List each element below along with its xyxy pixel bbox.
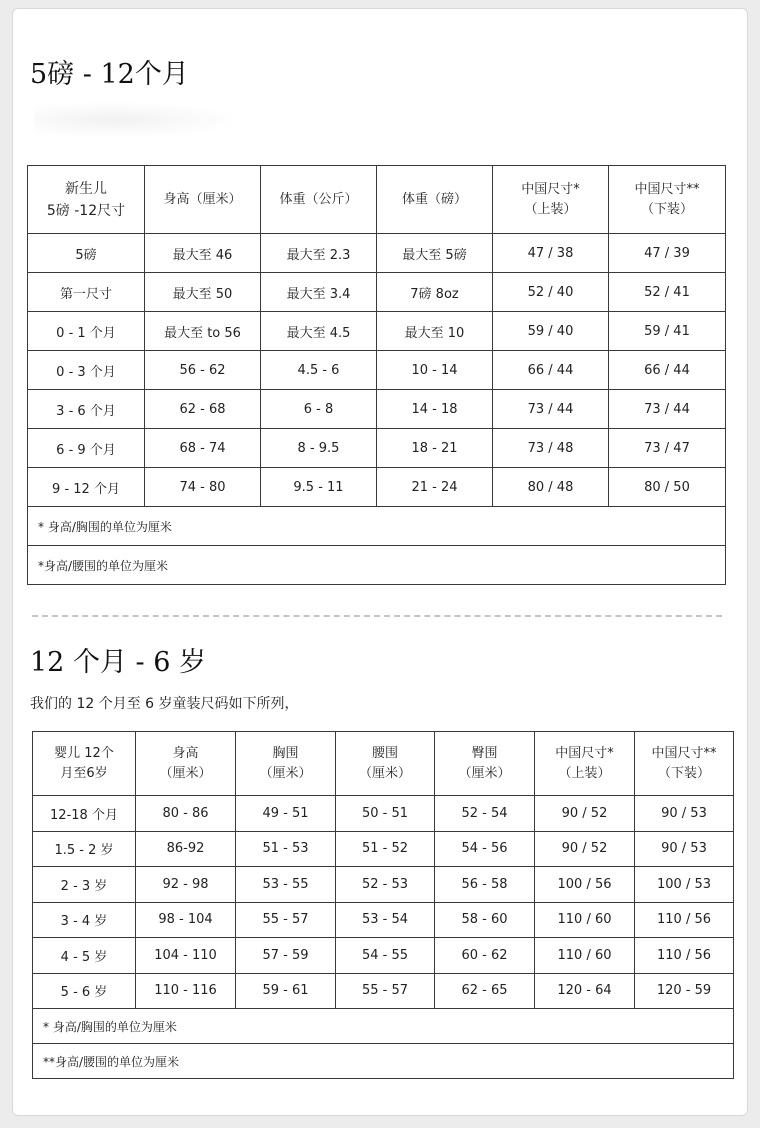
- table-cell: 56 - 58: [435, 867, 535, 903]
- footnote: **身高/腰围的单位为厘米: [33, 1044, 734, 1079]
- table-cell: 最大至 3.4: [261, 273, 377, 312]
- size-label-cell: 0 - 1 个月: [28, 312, 145, 351]
- size-label-cell: 3 - 6 个月: [28, 390, 145, 429]
- table-row: [28, 429, 726, 468]
- table-row: [33, 867, 734, 903]
- table-cell: 47 / 39: [609, 234, 726, 273]
- faded-watermark: [34, 102, 234, 138]
- table-cell: 60 - 62: [435, 938, 535, 974]
- table-cell: 62 - 65: [435, 973, 535, 1009]
- table-row: [33, 973, 734, 1009]
- column-header-line: （下装）: [657, 765, 710, 781]
- size-table-toddler: [32, 731, 734, 1079]
- table-cell: 90 / 53: [635, 796, 734, 832]
- table-cell: 73 / 44: [609, 390, 726, 429]
- table-cell: 最大至 to 56: [145, 312, 261, 351]
- table-cell: 18 - 21: [377, 429, 493, 468]
- size-label-cell: 2 - 3 岁: [33, 867, 136, 903]
- header-row: [28, 166, 726, 234]
- table-cell: 最大至 5磅: [377, 234, 493, 273]
- table-cell: 53 - 55: [236, 867, 336, 903]
- table-cell: 10 - 14: [377, 351, 493, 390]
- table-cell: 100 / 53: [635, 867, 734, 903]
- column-header-line: （下装）: [640, 201, 693, 217]
- table-cell: 54 - 56: [435, 831, 535, 867]
- column-header-line: （厘米）: [159, 765, 212, 781]
- table-cell: 98 - 104: [136, 902, 236, 938]
- footnote: *身高/腰围的单位为厘米: [28, 546, 726, 585]
- table-cell: 57 - 59: [236, 938, 336, 974]
- column-header: [33, 732, 136, 796]
- table-cell: 最大至 46: [145, 234, 261, 273]
- table-cell: 51 - 53: [236, 831, 336, 867]
- table-cell: 90 / 52: [535, 831, 635, 867]
- note-row: [33, 1009, 734, 1044]
- column-header: [136, 732, 236, 796]
- size-label-cell: 5 - 6 岁: [33, 973, 136, 1009]
- table-cell: 90 / 52: [535, 796, 635, 832]
- section2-title: 12 个月 - 6 岁: [30, 647, 206, 678]
- table-cell: 74 - 80: [145, 468, 261, 507]
- table-cell: 59 / 40: [493, 312, 609, 351]
- column-header-line: 体重（公斤）: [279, 191, 358, 207]
- table-cell: 最大至 10: [377, 312, 493, 351]
- table-cell: 14 - 18: [377, 390, 493, 429]
- table-cell: 52 - 54: [435, 796, 535, 832]
- table-cell: 最大至 2.3: [261, 234, 377, 273]
- table-cell: 56 - 62: [145, 351, 261, 390]
- column-header-line: 5磅 -12尺寸: [46, 202, 126, 219]
- column-header: [609, 166, 726, 234]
- table-row: [28, 351, 726, 390]
- column-header-line: （上装）: [558, 765, 611, 781]
- section2-intro: 我们的 12 个月至 6 岁童装尺码如下所列，: [30, 696, 299, 712]
- table-cell: 52 / 41: [609, 273, 726, 312]
- header-row: [33, 732, 734, 796]
- note-row: [33, 1044, 734, 1079]
- table-cell: 66 / 44: [493, 351, 609, 390]
- table-row: [28, 468, 726, 507]
- table-cell: 47 / 38: [493, 234, 609, 273]
- table-row: [28, 390, 726, 429]
- column-header: [377, 166, 493, 234]
- column-header: [145, 166, 261, 234]
- size-label-cell: 第一尺寸: [28, 273, 145, 312]
- table-row: [33, 902, 734, 938]
- table-cell: 53 - 54: [336, 902, 435, 938]
- column-header-line: 腰围: [371, 745, 398, 761]
- table-cell: 73 / 44: [493, 390, 609, 429]
- column-header-line: （上装）: [524, 201, 577, 217]
- table-cell: 51 - 52: [336, 831, 435, 867]
- table-cell: 9.5 - 11: [261, 468, 377, 507]
- table-cell: 110 - 116: [136, 973, 236, 1009]
- column-header: [336, 732, 435, 796]
- table-cell: 90 / 53: [635, 831, 734, 867]
- size-table-newborn: [27, 165, 726, 585]
- table-cell: 55 - 57: [336, 973, 435, 1009]
- table-cell: 92 - 98: [136, 867, 236, 903]
- column-header: [435, 732, 535, 796]
- table-row: [28, 312, 726, 351]
- size-label-cell: 9 - 12 个月: [28, 468, 145, 507]
- dashed-divider: [32, 615, 722, 617]
- footnote: * 身高/胸围的单位为厘米: [33, 1009, 734, 1044]
- table-cell: 21 - 24: [377, 468, 493, 507]
- table-cell: 104 - 110: [136, 938, 236, 974]
- table-cell: 80 / 48: [493, 468, 609, 507]
- size-label-cell: 1.5 - 2 岁: [33, 831, 136, 867]
- table-cell: 110 / 56: [635, 902, 734, 938]
- table-cell: 62 - 68: [145, 390, 261, 429]
- size-label-cell: 4 - 5 岁: [33, 938, 136, 974]
- table-cell: 120 - 64: [535, 973, 635, 1009]
- column-header: [493, 166, 609, 234]
- column-header-line: 胸围: [272, 745, 299, 761]
- table-cell: 120 - 59: [635, 973, 734, 1009]
- column-header-line: 体重（磅）: [401, 191, 467, 207]
- size-label-cell: 0 - 3 个月: [28, 351, 145, 390]
- table-cell: 8 - 9.5: [261, 429, 377, 468]
- table-cell: 80 - 86: [136, 796, 236, 832]
- column-header-line: （厘米）: [458, 765, 511, 781]
- footnote: * 身高/胸围的单位为厘米: [28, 507, 726, 546]
- table-cell: 86-92: [136, 831, 236, 867]
- table-cell: 最大至 50: [145, 273, 261, 312]
- column-header: [28, 166, 145, 234]
- table-cell: 50 - 51: [336, 796, 435, 832]
- column-header-line: 身高（厘米）: [163, 191, 242, 207]
- table-cell: 68 - 74: [145, 429, 261, 468]
- size-label-cell: 3 - 4 岁: [33, 902, 136, 938]
- column-header-line: 婴儿 12个: [54, 745, 114, 761]
- table-cell: 80 / 50: [609, 468, 726, 507]
- column-header-line: 身高: [172, 745, 199, 761]
- table-cell: 55 - 57: [236, 902, 336, 938]
- table-cell: 110 / 56: [635, 938, 734, 974]
- column-header: [236, 732, 336, 796]
- table-cell: 54 - 55: [336, 938, 435, 974]
- column-header-line: （厘米）: [259, 765, 312, 781]
- table-cell: 66 / 44: [609, 351, 726, 390]
- size-label-cell: 6 - 9 个月: [28, 429, 145, 468]
- size-label-cell: 5磅: [28, 234, 145, 273]
- table-row: [28, 234, 726, 273]
- table-cell: 110 / 60: [535, 902, 635, 938]
- table-cell: 4.5 - 6: [261, 351, 377, 390]
- column-header-line: 新生儿: [65, 180, 107, 197]
- table-cell: 49 - 51: [236, 796, 336, 832]
- table-cell: 52 / 40: [493, 273, 609, 312]
- table-cell: 最大至 4.5: [261, 312, 377, 351]
- table-cell: 7磅 8oz: [377, 273, 493, 312]
- column-header: [635, 732, 734, 796]
- column-header: [261, 166, 377, 234]
- size-label-cell: 12-18 个月: [33, 796, 136, 832]
- table-row: [33, 796, 734, 832]
- table-row: [28, 273, 726, 312]
- column-header-line: 中国尺寸*: [555, 745, 614, 761]
- column-header-line: 中国尺寸**: [651, 745, 717, 761]
- table-cell: 58 - 60: [435, 902, 535, 938]
- table-cell: 110 / 60: [535, 938, 635, 974]
- column-header-line: 月至6岁: [60, 765, 108, 781]
- table-cell: 100 / 56: [535, 867, 635, 903]
- column-header: [535, 732, 635, 796]
- table-row: [33, 831, 734, 867]
- table-cell: 59 - 61: [236, 973, 336, 1009]
- table-row: [33, 938, 734, 974]
- table-cell: 73 / 48: [493, 429, 609, 468]
- table-cell: 6 - 8: [261, 390, 377, 429]
- column-header-line: 臀围: [471, 745, 498, 761]
- section1-title: 5磅 - 12个月: [30, 59, 189, 90]
- column-header-line: 中国尺寸**: [634, 181, 700, 197]
- table-cell: 59 / 41: [609, 312, 726, 351]
- note-row: [28, 546, 726, 585]
- column-header-line: （厘米）: [358, 765, 411, 781]
- note-row: [28, 507, 726, 546]
- table-cell: 52 - 53: [336, 867, 435, 903]
- table-cell: 73 / 47: [609, 429, 726, 468]
- column-header-line: 中国尺寸*: [521, 181, 580, 197]
